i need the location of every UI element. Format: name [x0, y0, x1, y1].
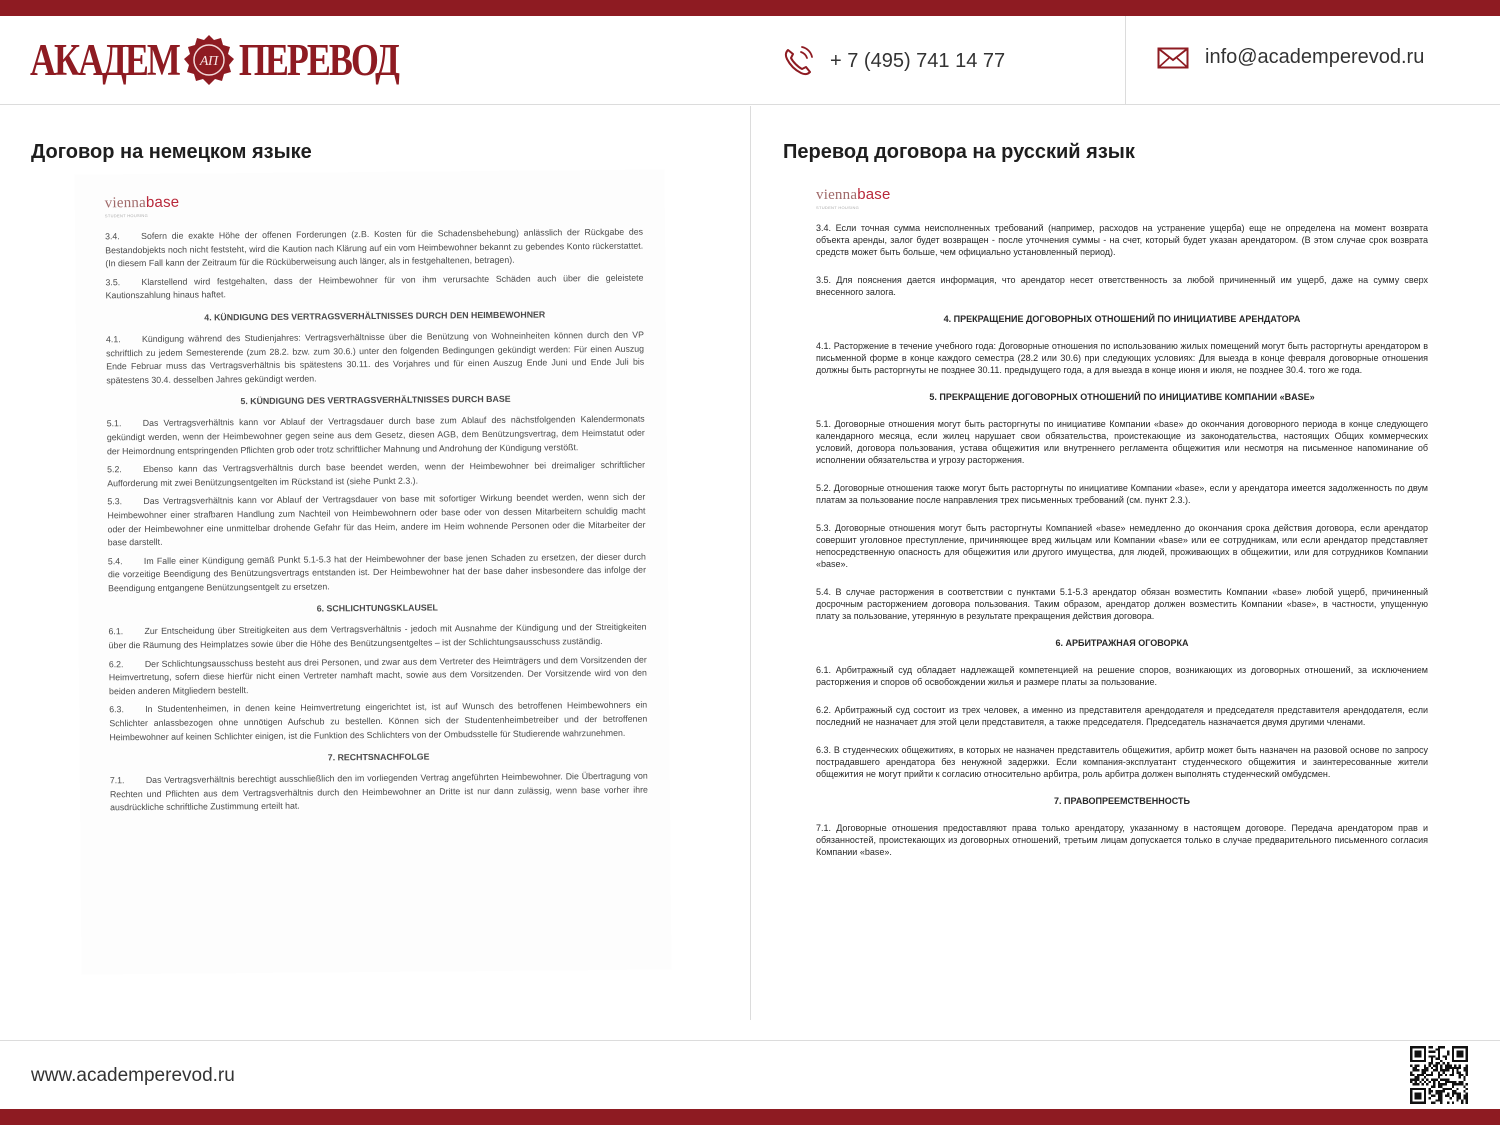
clause-text: Sofern die exakte Höhe der offenen Forderungen (z.B. Kosten für die Schadensbehebung) anlässlich der Rückgabe des Bestandobjekts noch nicht feststeht, wird die Kaution nach Klärung auf ein vom Heimbewohner bekannt zu gebendes Konto rückerstattet. (In diesem Fall kann der Zeitraum für die Rücküberweisung auch länger, als in festgehaltenen, betragen).	[105, 226, 644, 269]
phone-number: + 7 (495) 741 14 77	[830, 49, 1006, 72]
clause-text: Das Vertragsverhältnis kann vor Ablauf der Vertragsdauer von base mit sofortiger Wirkung beendet werden, wenn sich der Heimbewohner einer strafbaren Handlung zum Nachteil von Heimbewohnern oder base oder von dessen Mitarbeitern schuldig macht oder der Heimbewohner eine unmittelbar drohende Gefahr für das Heim, andere im Heim wohnende Personen oder die Mitarbeiter der base darstellt.	[107, 491, 646, 548]
clause-number: 4.1.	[105, 334, 121, 345]
clause-text: 5.1. Договорные отношения могут быть расторгнуты по инициативе Компании «base» до окончания договорного периода в конце следующего календарного месяца, если жилец нарушает свои обязательства, проистекающие из законодательства, настоящих Общих коммерческих условий, договора пользования, устава общежития или внутреннего регламента общежития или несмотря на письменное напоминание об исполнении обязательства и угрозу расторжения.	[816, 419, 1428, 465]
clause-paragraph	[816, 418, 1428, 466]
website-link[interactable]: www.academperevod.ru	[31, 1065, 235, 1086]
clause-number: 6.2.	[108, 658, 124, 669]
clause-text: Das Vertragsverhältnis kann vor Ablauf der Vertragsdauer durch base zum Ablauf des nächstfolgenden Kalendermonats gekündigt werden, wenn der Heimbewohner gegen seine aus dem Gesetz, diesen AGB, dem Benützungsvertrag, dem Heimstatut oder der Heimordnung entspringenden Pflichten grob oder trotz schriftlicher Mahnung und Androhung der Kündigung verstößt.	[106, 413, 645, 456]
clause-number: 6.3.	[109, 704, 124, 715]
clause-text: 6.3. В студенческих общежитиях, в которых не назначен представитель общежития, арбитр может быть назначен на разовой основе по запросу пострадавшего арендатора без ненужной задержки. Если компания-эксплуатант студенческого общежития и заинтересованные жители общежития не могут прийти к согласию относительно арбитра, роль арбитра должен выполнять студенческий омбудсмен.	[816, 745, 1428, 779]
russian-translation-title: Перевод договора на русский язык	[783, 141, 1135, 163]
clause-paragraph	[816, 482, 1428, 506]
section-heading: 6. АРБИТРАЖНАЯ ОГОВОРКА	[1055, 638, 1189, 648]
top-accent-bar	[0, 0, 1500, 16]
brand-subtitle: STUDENT HOUSING	[816, 205, 860, 210]
wax-seal-icon	[181, 32, 237, 88]
clause-paragraph	[816, 822, 1428, 858]
logo-seal-text: АП	[199, 54, 219, 69]
brand-subtitle: STUDENT HOUSING	[104, 212, 149, 219]
clause-text: 3.4. Если точная сумма неисполненных требований (например, расходов на устранение ущерба) еще не определена на момент возврата объекта аренды, залог будет возвращен - после уточнения суммы - на счет, который будет указан арендатором. (В этом случае срок возврата средств может быть больше, чем официально установленный период).	[816, 223, 1428, 257]
clause-text: Klarstellend wird festgehalten, dass der Heimbewohner für von ihm verursachte Schäden auch über die geleistete Kautionszahlung hinaus haftet.	[105, 272, 644, 301]
clause-number: 5.4.	[107, 555, 123, 567]
clause-number: 5.1.	[106, 418, 122, 429]
german-contract-scan	[75, 169, 672, 974]
clause-paragraph	[107, 491, 645, 550]
clause-number: 5.2.	[107, 464, 122, 475]
clause-text: Der Schlichtungsausschuss besteht aus drei Personen, und zwar aus dem Vertreter des Heimträgers und dem Vorsitzenden der Heimvertretung, sofern diese hierfür nicht einen Vertreter namhaft macht, sowie aus dem Vorsitzenden. Der Vorsitzende wird von den beiden anderen Mitgliedern bestellt.	[108, 654, 647, 697]
logo[interactable]	[30, 28, 398, 92]
header-divider	[1125, 16, 1126, 105]
clause-text: 7.1. Договорные отношения предоставляют права только арендатору, указанному в настоящем договоре. Передача арендатором прав и обязанностей, проистекающих из договорных отношений, третьим лицам допускается только в случае предварительного письменного согласия Компании «base».	[816, 823, 1428, 857]
clause-text: 5.3. Договорные отношения могут быть расторгнуты Компанией «base» немедленно до окончания срока действия договора, если арендатор совершит уголовное преступление, причиняющее вред жильцам или Компании «base» или ее сотрудникам, или если арендатор представляет непосредственную опасность для общежития или другого имущества, для людей, проживающих в общежитии, или для сотрудников Компании «base».	[816, 523, 1428, 569]
clause-text: 6.1. Арбитражный суд обладает надлежащей компетенцией на решение споров, возникающих из договорных отношений, за исключением расторжения и споров об освобождении жилья и размере платы за пользование.	[816, 665, 1428, 687]
clause-paragraph	[107, 413, 645, 458]
section-heading: 5. ПРЕКРАЩЕНИЕ ДОГОВОРНЫХ ОТНОШЕНИЙ ПО ИНИЦИАТИВЕ КОМПАНИИ «BASE»	[929, 392, 1315, 402]
clause-text: 4.1. Расторжение в течение учебного года: Договорные отношения по использованию жилых помещений могут быть расторгнуты арендатором в письменной форме в конце каждого семестра (28.2 или 30.6) при следующих условиях: Для выезда в конце февраля договорные отношения должны быть расторгнуты не позднее 30.11. предыдущего года, а для выезда в конце июня и июля, не позднее 30.4. того же года.	[816, 341, 1428, 375]
german-clauses	[105, 226, 648, 816]
clause-paragraph	[816, 586, 1428, 622]
viennabase-logo	[105, 190, 643, 219]
brand-accent: base	[145, 193, 180, 211]
clause-paragraph	[816, 522, 1428, 570]
clause-text: 3.5. Для пояснения дается информация, что арендатор несет ответственность за любой причиненный им ущерб, даже на сумму сверх внесенного залога.	[816, 275, 1428, 297]
clause-paragraph	[105, 271, 643, 303]
clause-text: Im Falle einer Kündigung gemäß Punkt 5.1-5.3 hat der Heimbewohner der base jenen Schaden zu ersetzen, der dieser durch die vorzeitige Beendigung des Benützungsvertrags entstanden ist. Der Heimbewohner hat der base daher insbesondere das infolge der Beendigung entgangene Benützungsentgelt zu ersetzen.	[107, 551, 647, 594]
clause-text: Ebenso kann das Vertragsverhältnis durch base beendet werden, wenn der Heimbewohner bei dreimaliger schriftlicher Aufforderung mit zwei Benützungsentgelten im Rückstand ist (siehe Punkt 2.3.).	[107, 459, 646, 489]
clause-paragraph	[816, 664, 1428, 688]
phone-icon	[782, 46, 814, 76]
section-heading: 5. KÜNDIGUNG DES VERTRAGSVERHÄLTNISSES DURCH BASE	[240, 394, 511, 407]
section-heading: 7. RECHTSNACHFOLGE	[327, 751, 430, 763]
header	[0, 16, 1500, 105]
clause-text: Zur Entscheidung über Streitigkeiten aus dem Vertragsverhältnis - jedoch mit Ausnahme der Kündigung und der Streitigkeiten über die Räumung des Heimplatzes sowie über die Höhe des Benützungsentgeltes – ist der Schlichtungsausschuss zuständig.	[108, 622, 647, 651]
logo-left-word: АКАДЕМ	[30, 35, 179, 85]
german-contract-title: Договор на немецком языке	[31, 141, 312, 163]
clause-number: 6.1.	[108, 626, 124, 637]
clause-text: Das Vertragsverhältnis berechtigt ausschließlich den im vorliegenden Vertrag angeführten Heimbewohner. Die Übertragung von Rechten und Pflichten aus dem Vertragsverhältnis durch den Heimbewohner an Dritte ist nur dann zulässig, wenn base vorher ihre ausdrückliche schriftliche Zustimmung erteilt hat.	[109, 770, 648, 813]
clause-text: Kündigung während des Studienjahres: Vertragsverhältnisse über die Benützung von Wohneinheiten können durch den VP schriftlich zu jedem Semesterende (zum 28.2. bzw. zum 30.6.) unter den folgenden Bedingungen gekündigt werden: Für einen Auszug Ende Februar muss das Vertragsverhältnis bis spätestens 30.11. des Vorjahres und für einen Auszug Ende Juni und Ende Juli bis spätestens 30.4. desselben Jahres gekündigt werden.	[106, 329, 645, 386]
section-heading: 6. SCHLICHTUNGSKLAUSEL	[316, 602, 438, 614]
bottom-accent-bar	[0, 1109, 1500, 1125]
qr-code-icon[interactable]	[1409, 1046, 1469, 1104]
clause-paragraph	[816, 222, 1428, 258]
clause-paragraph	[816, 274, 1428, 298]
section-heading: 7. ПРАВОПРЕЕМСТВЕННОСТЬ	[1054, 796, 1190, 806]
clause-number: 7.1.	[109, 775, 125, 786]
russian-translation	[816, 186, 1428, 874]
clause-paragraph	[816, 340, 1428, 376]
clause-paragraph	[108, 550, 646, 595]
phone-contact[interactable]	[782, 46, 1005, 76]
clause-paragraph	[105, 226, 643, 271]
clause-paragraph	[106, 329, 644, 388]
viennabase-logo-translation	[816, 186, 1428, 210]
column-divider	[750, 106, 751, 1020]
clause-paragraph	[109, 699, 647, 744]
section-heading: 4. ПРЕКРАЩЕНИЕ ДОГОВОРНЫХ ОТНОШЕНИЙ ПО ИНИЦИАТИВЕ АРЕНДАТОРА	[943, 314, 1301, 324]
clause-paragraph	[108, 621, 646, 653]
footer-divider	[0, 1040, 1500, 1041]
russian-clauses	[816, 222, 1428, 858]
brand-accent: base	[857, 186, 891, 203]
email-contact[interactable]	[1157, 46, 1424, 69]
clause-paragraph	[109, 653, 647, 698]
section-heading: 4. KÜNDIGUNG DES VERTRAGSVERHÄLTNISSES DURCH DEN HEIMBEWOHNER	[204, 309, 546, 323]
logo-right-word: ПЕРЕВОД	[238, 35, 398, 85]
clause-number: 3.5.	[105, 276, 121, 288]
clause-text: 5.2. Договорные отношения также могут быть расторгнуты по инициативе Компании «base», если у арендатора имеется задолженность по двум платам за пользование после направления трех письменных требований (см. пункт 2.3.).	[816, 483, 1428, 505]
brand-name: vienna	[816, 187, 858, 203]
clause-paragraph	[110, 770, 648, 815]
clause-text: In Studentenheimen, in denen keine Heimvertretung eingerichtet ist, ist auf Wunsch des betroffenen Heimbewohners ein Schlichter anlassbezogen ohne unnötigen Aufschub zu bestellen. Können sich der Studentenheimbetreiber und der betroffenen Heimbewohner auf keinen Schlichter einigen, ist die Funktion des Schlichters von der Ombudsstelle für Studierende wahrzunehmen.	[109, 700, 648, 742]
clause-text: 5.4. В случае расторжения в соответствии с пунктами 5.1-5.3 арендатор обязан возместить Компании «base» любой ущерб, причиненный досрочным расторжением договора пользования. Таким образом, арендатор должен возместить Компании «base», в частности, упущенную плату за пользование, утерянную в результате прекращения действия договора.	[816, 587, 1428, 621]
brand-name: vienna	[104, 194, 147, 212]
mail-icon	[1157, 47, 1189, 69]
clause-paragraph	[816, 704, 1428, 728]
clause-text: 6.2. Арбитражный суд состоит из трех человек, а именно из представителя арендодателя и председателя представителя арендодателя, если последний не назначает для этой цели представителя, а также председателя. Председатель назначается двумя другими членами.	[816, 705, 1428, 727]
clause-paragraph	[107, 459, 645, 491]
email-address: info@academperevod.ru	[1205, 46, 1425, 68]
clause-paragraph	[816, 744, 1428, 780]
clause-number: 5.3.	[107, 496, 123, 507]
clause-number: 3.4.	[105, 231, 120, 242]
